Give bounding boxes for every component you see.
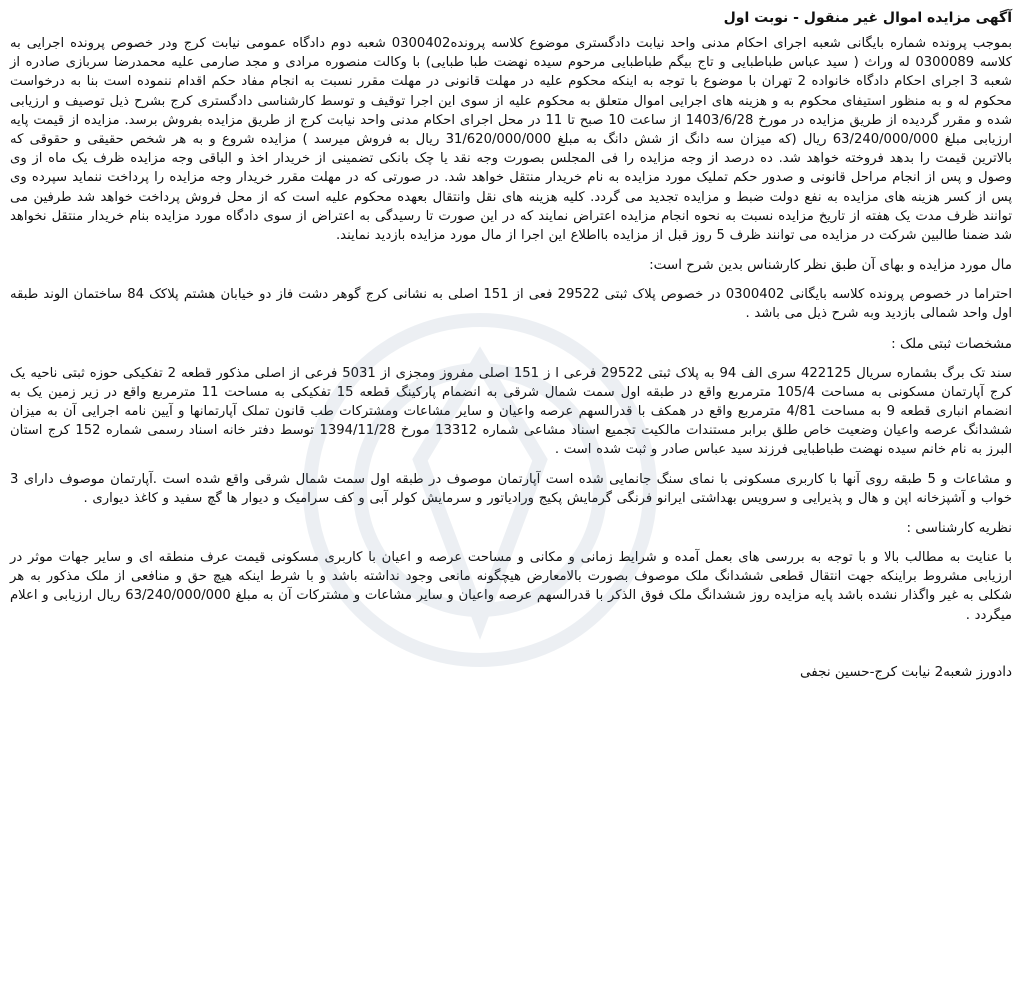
spacer <box>10 460 1012 470</box>
notice-title: آگهی مزایده اموال غیر منقول - نوبت اول <box>723 10 1012 26</box>
spacer <box>10 324 1012 334</box>
property-value-heading: مال مورد مزایده و بهای آن طبق نظر کارشناس بدین شرح است: <box>649 257 1012 274</box>
registration-specs-paragraph: سند تک برگ بشماره سریال 422125 سری الف 94 به پلاک ثبتی 29522 فرعی ا ز 151 اصلی مفروز ومجزی از 5031 فرعی از اصلی مذکور قطعه 2 تفکیکی حوزه ثبتی ناحیه یک کرج آپارتمان مسکونی به مساحت 105/4 مترمربع واقع در طبقه اول سمت شمال شرقی به انضمام پارکینگ قطعه 15 تفکیکی به مساحت 11 مترمربع واقع در زیر زمین یک به انضمام انباری قطعه 9 به مساحت 4/81 مترمربع واقع در همکف با قدرالسهم عرصه واعیان و سایر مشاعات ومشترکات طب قانون تملک آپارتمانها و آیین نامه اجرایی آن به میزان ششدانگ عرصه واعیان وضعیت خاص طلق برابر مستندات مالکیت تجمیع اسناد مشاعی شماره 13312 مورخ 1394/11/28 توسط دفتر خانه اسناد رسمی شماره 152 کرج استان البرز به نام خانم سیده نهضت طباطبایی فرزند سید عباس صادر و ثبت شده است . <box>10 365 1012 458</box>
apartment-description-paragraph: و مشاعات و 5 طبقه روی آنها با کاربری مسکونی با نمای سنگ جانمایی شده است آپارتمان موصوف در طبقه اول سمت شمال شرقی واقع شده است .آپارتمان موصوف دارای 3 خواب و آشپزخانه اپن و هال و پذیرایی و سرویس بهداشتی ایرانو فرنگی گرمایش پکیج ورادیاتور و سرمایش کولر آبی و کف سرامیک و دیوار ها گچ سفید و کاغذ دیواری . <box>10 471 1013 506</box>
auction-details-paragraph: بموجب پرونده شماره بایگانی شعبه اجرای احکام مدنی واحد نیابت دادگستری موضوع کلاسه پرونده0300402 شعبه دوم دادگاه عمومی نیابت کرج ودر خصوص پرونده اجرایی به کلاسه 0300089 له وراث ( سید عباس طباطبایی و تاج بیگم طباطبایی مرحوم سیده نهضت طبا طبایی) با وکالت منصوره مرادی و مجد صارمی علیه محمدرضا سربازی صادره از شعبه 3 اجرای احکام دادگاه خانواده 2 تهران با موضوع با توجه به اینکه محکوم علیه در مهلت قانونی در مهلت مقرر نسبت به انجام مفاد حکم اقدام ننموده است بنا به درخواست محکوم له و به منظور استیفای محکوم به و هزینه های اجرایی اموال متعلق به محکوم علیه از سوی این اجرا توقیف و توسط کارشناسی دادگستری کرج بشرح ذیل توصیف و ارزیابی شده و مقرر گردیده از طریق مزایده در مورخ 1403/6/28 از ساعت 10 صبح تا 11 در محل اجرای احکام مدنی واحد نیابت کرج از طریق مزایده بفروش برسد. مزایده از قیمت پایه ارزیابی مبلغ 63/240/000/000 ریال (که میزان سه دانگ از شش دانگ به مبلغ 31/620/000/000 ریال به فروش میرسد ) مزایده شروع و به هر شخص حقیقی و حقوقی که بالاترین قیمت را بدهد فروخته خواهد شد. ده درصد از وجه مزایده را فی المجلس بصورت وجه نقد یا چک بانکی تضمینی از خریدار اخذ و الباقی وجه مزایده ظرف یک ماه از وی وصول و پس از انجام مراحل قانونی و صدور حکم تملیک مورد مزایده به نام خریدار منتقل خواهد شد. در صورتی که در مهلت مقرر خریدار وجه مزایده را پرداخت ننماید سپرده وی پس از کسر هزینه های مزایده به نفع دولت ضبط و مزایده تجدید می گردد. کلیه هزینه های نقل وانتقال بعهده محکوم علیه است که از محل فروش پرداخت خواهد شد طرفین می توانند ظرف مدت یک هفته از تاریخ مزایده نسبت به نحوه انجام مزایده اعتراض نمایند که در این صورت تا رسیدگی به اعتراض از سوی دادگاه مورد مزایده بنام خریدار منتقل نخواهد شد ضمنا طالبین شرکت در مزایده می توانند ظرف 5 روز قبل از مزایده بااطلاع این اجرا از مال مورد مزایده بازدید نمایند. <box>10 36 1012 244</box>
spacer <box>10 354 1012 364</box>
registration-specs-heading: مشخصات ثبتی ملک : <box>891 335 1012 352</box>
expert-opinion-heading: نظریه کارشناسی : <box>906 520 1012 537</box>
officer-signature: دادورز شعبه2 نیابت کرج-حسین نجفی <box>800 663 1012 680</box>
spacer <box>10 245 1012 255</box>
property-address-paragraph: احتراما در خصوص پرونده کلاسه بایگانی 0300402 در خصوص پلاک ثبتی 29522 فعی از 151 اصلی به نشانی کرج گوهر دشت فاز دو خیابان هشتم پلاکک 84 ساختمان الوند طبقه اول واحد شمالی بازدید وبه شرح ذیل می باشد . <box>10 287 1012 322</box>
spacer <box>10 625 1012 643</box>
spacer <box>10 538 1012 548</box>
spacer <box>10 508 1012 518</box>
spacer <box>10 275 1012 285</box>
expert-opinion-paragraph: با عنایت به مطالب بالا و با توجه به بررسی های بعمل آمده و شرایط زمانی و مکانی و مساحت عرصه و اعیان با کاربری مسکونی قیمت عرف منطقه ای و سایر جهات موثر در ارزیابی مشروط براینکه جهت انتقال قطعی ششدانگ ملک موصوف بصورت بالامعارض هیچگونه مانعی وجود نداشته باشد و با شرط اینکه هیچ حق و منافعی از ملک مذکور به هر شکلی به غیر واگذار نشده باشد پایه مزایده روز ششدانگ ملک فوق الذکر با قدرالسهم عرصه واعیان و سایر مشاعات و مشترکات آن به مبلغ 63/240/000/000 ریال ارزیابی و اعلام میگردد . <box>10 550 1012 623</box>
